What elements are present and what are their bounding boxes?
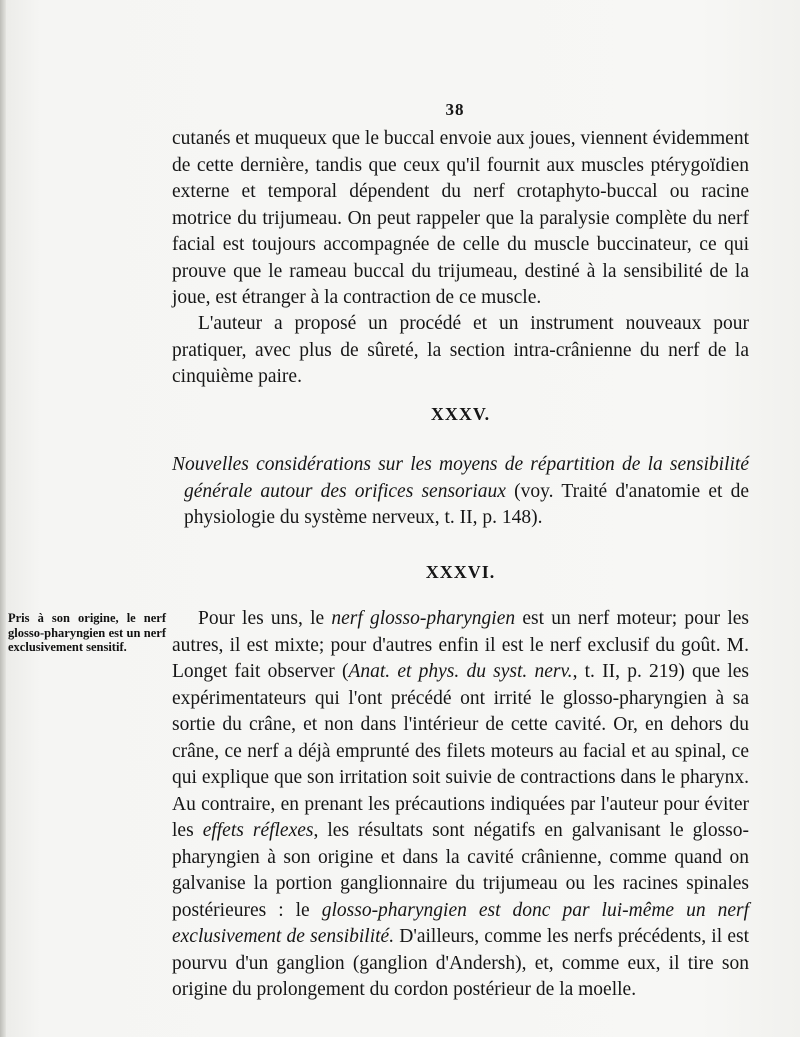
page-binding-edge (0, 0, 6, 1037)
italic-conclusion: glosso-pharyngien est donc par lui-même un nerf exclusivement de sensibilité. (172, 899, 749, 947)
text-run: , t. II, p. 219) que les expérimentateurs qui l'ont précédé ont irrité le glosso-pharyngien à sa sortie du crâne, et non dans l'intérieur de cette cavité. Or, en dehors du crâne, ce nerf a déjà emprunté des filets moteurs au facial et au spinal, ce qui explique que son irritation soit suivie de contractions dans le pharynx. Au contraire, en prenant les précautions indiquées par l'auteur pour éviter les (172, 661, 749, 841)
text-run: est un nerf moteur; pour les autres, il est mixte; pour d'autres enfin il est le nerf exclusif du goût. M. Longet fait observer ( (172, 608, 749, 682)
paragraph-text: cutanés et muqueux que le buccal envoie aux joues, viennent évidemment de cette dernière, tandis que ceux qu'il fournit aux muscles ptérygoïdien externe et temporal dépendent du nerf crotaphyto-buccal ou racine motrice du trijumeau. On peut rappeler que la paralysie complète du nerf facial est toujours accompagnée de celle du muscle buccinateur, ce qui prouve que le rameau buccal du trijumeau, destiné à la sensibilité de la joue, est étranger à la contraction de ce muscle. (172, 128, 749, 308)
italic-term: nerf glosso-pharyngien (331, 608, 516, 629)
paragraph-text: L'auteur a proposé un procédé et un instrument nouveaux pour pratiquer, avec plus de sûreté, la section intra-crânienne du nerf de la cinquième paire. (172, 313, 749, 387)
margin-note: Pris à son origine, le nerf glosso-pharyngien est un nerf exclusivement sensitif. (8, 611, 166, 654)
section-title-text (172, 452, 749, 532)
section-36-body (172, 606, 749, 1004)
section-heading-35: XXXV. (430, 404, 491, 424)
text-run: D'ailleurs, comme les nerfs précédents, il est pourvu d'un ganglion (ganglion d'Andersh), et, comme eux, il tire son origine du prolongement du cordon postérieur de la moelle. (172, 926, 749, 1000)
paragraph-continued (172, 126, 749, 312)
page-number: 38 (445, 100, 465, 119)
section-title-italic: Nouvelles considérations sur les moyens de répartition de la sensibilité générale autour des orifices sensoriaux (172, 454, 749, 502)
text-run: Pour les uns, le (198, 608, 332, 629)
text-run: , les résultats sont négatifs en galvanisant le glosso-pharyngien à son origine et dans la cavité crânienne, comme quand on galvanise la portion ganglionnaire du trijumeau ou les racines spinales postérieures : le (172, 820, 749, 921)
italic-citation: Anat. et phys. du syst. nerv. (348, 661, 573, 682)
section-title-reference: (voy. Traité d'anatomie et de physiologie du système nerveux, t. II, p. 148). (184, 480, 749, 528)
paragraph-text (172, 606, 749, 1004)
paragraph-instrument (172, 311, 749, 391)
section-heading-36: XXXVI. (425, 562, 496, 582)
italic-term: effets réflexes (202, 820, 314, 841)
section-35-title (172, 452, 749, 532)
